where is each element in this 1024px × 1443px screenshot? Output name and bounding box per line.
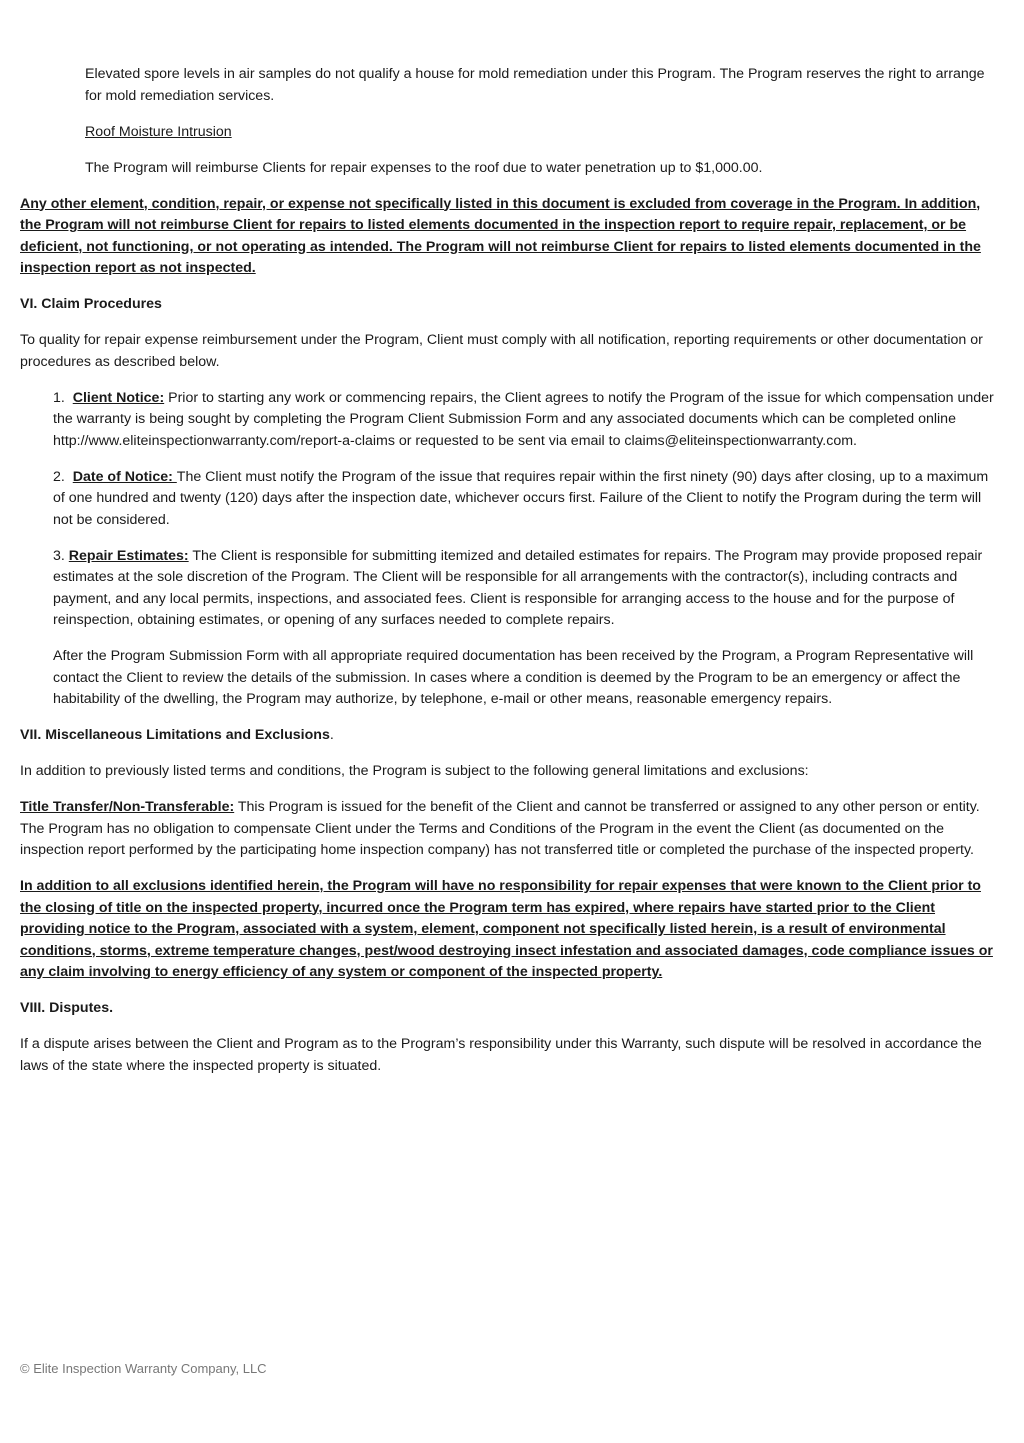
item-number: 1. [53, 389, 65, 406]
claim-item-2 [53, 467, 1000, 532]
item-text: The Client is responsible for submitting itemized and detailed estimates for repairs. The Program may provide proposed repair estimates at the sole discretion of the Program. The Client will be responsible for all arrangements with the contractor(s), including contracts and payment, and any local permits, inspections, and associated fees. Client is responsible for arranging access to the house and for the purpose of reinspection, obtaining estimates, or opening of any surfaces needed to complete repairs. [53, 547, 983, 628]
section-7-title: VII. Miscellaneous Limitations and Exclusions [20, 727, 330, 743]
roof-heading: Roof Moisture Intrusion [85, 123, 232, 140]
disputes-paragraph: If a dispute arises between the Client and Program as to the Program’s responsibility under this Warranty, such dispute will be resolved in accordance the laws of the state where the inspected property is situated. [20, 1036, 982, 1074]
mold-paragraph: Elevated spore levels in air samples do not qualify a house for mold remediation under this Program. The Program reserves the right to arrange for mold remediation services. [85, 66, 985, 104]
exclusions-paragraph: In addition to all exclusions identified herein, the Program will have no responsibility for repair expenses that were known to the Client prior to the closing of title on the inspected property, incurred once the Program term has expired, where repairs have started prior to the Client providing notice to the Program, associated with a system, element, component not specifically listed herein, is a result of environmental conditions, storms, extreme temperature changes, pest/wood destroying insect infestation and associated damages, code compliance issues or any claim involving to energy efficiency of any system or component of the inspected property. [20, 878, 993, 980]
claim-item-1 [53, 388, 1000, 453]
item-label: Client Notice: [72, 389, 165, 406]
item-number: 3. [53, 547, 65, 564]
claim-item-3 [53, 546, 1000, 632]
section-8-heading: VIII. Disputes. [20, 1000, 114, 1016]
after-submission-paragraph: After the Program Submission Form with all appropriate required documentation has been received by the Program, a Program Representative will contact the Client to review the details of the submission. In cases where a condition is deemed by the Program to be an emergency or affect the habitability of the dwelling, the Program may authorize, by telephone, e-mail or other means, reasonable emergency repairs. [53, 648, 974, 707]
item-text: Prior to starting any work or commencing repairs, the Client agrees to notify the Program of the issue for which compensation under the warranty is being sought by completing the Program Client Submission Form and any associated documents which can be completed online http://www.eliteinspectionwarranty.com/report-a-claims or requested to be sent via email to claims@eliteinspectionwarranty.com. [53, 389, 994, 449]
section-7-heading [20, 725, 1000, 747]
title-transfer-text: This Program is issued for the benefit of the Client and cannot be transferred or assigned to any other person or entity. The Program has no obligation to compensate Client under the Terms and Conditions of the Program in the event the Client (as documented on the inspection report performed by the participating home inspection company) has not transferred title or completed the purchase of the inspected property. [20, 799, 980, 858]
title-transfer-label: Title Transfer/Non-Transferable: [20, 799, 235, 815]
claim-intro-paragraph: To quality for repair expense reimbursement under the Program, Client must comply with all notification, reporting requirements or other documentation or procedures as described below. [20, 332, 983, 370]
item-text: The Client must notify the Program of the issue that requires repair within the first ninety (90) days after closing, up to a maximum of one hundred and twenty (120) days after the inspection date, whichever occurs first. Failure of the Client to notify the Program during the term will not be considered. [53, 468, 989, 528]
document-page [20, 64, 1000, 1077]
misc-intro-paragraph: In addition to previously listed terms and conditions, the Program is subject to the following general limitations and exclusions: [20, 763, 809, 779]
item-label: Date of Notice: [72, 468, 177, 485]
excluded-paragraph: Any other element, condition, repair, or expense not specifically listed in this document is excluded from coverage in the Program. In addition, the Program will not reimburse Client for repairs to listed elements documented in the inspection report to require repair, replacement, or be deficient, not functioning, or not operating as intended. The Program will not reimburse Client for repairs to listed elements documented in the inspection report as not inspected. [20, 195, 981, 276]
title-transfer-paragraph [20, 797, 1000, 862]
item-number: 2. [53, 468, 65, 485]
copyright-footer: © Elite Inspection Warranty Company, LLC [20, 1361, 267, 1376]
roof-paragraph: The Program will reimburse Clients for repair expenses to the roof due to water penetration up to $1,000.00. [85, 159, 763, 176]
section-6-heading: VI. Claim Procedures [20, 296, 162, 312]
item-label: Repair Estimates: [68, 547, 189, 564]
section-7-period: . [329, 727, 334, 743]
